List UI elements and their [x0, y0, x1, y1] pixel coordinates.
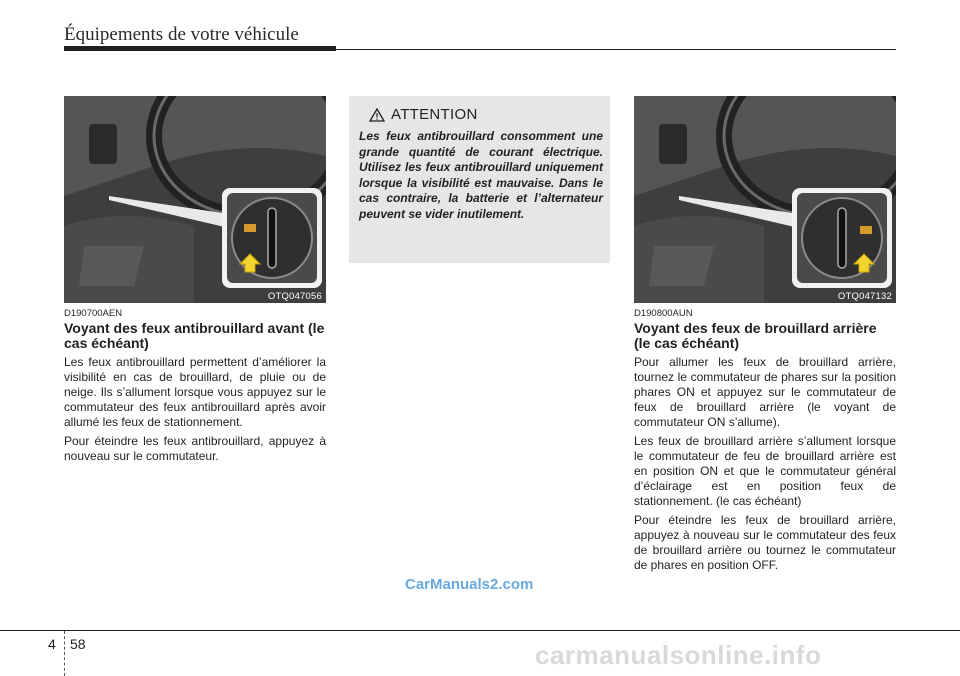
- paragraph: Pour éteindre les feux de brouillard arrière, appuyez à nouveau sur le commutateur des feux de brouillard arrière ou tournez le commutateur de phares en position OFF.: [634, 513, 896, 572]
- footer-divider: [64, 631, 65, 676]
- footer-rule: [0, 630, 960, 631]
- section-code: D190800AUN: [634, 308, 693, 319]
- section-code: D190700AEN: [64, 308, 123, 319]
- paragraph: Les feux antibrouillard permettent d’améliorer la visibilité en cas de brouillard, de pluie ou de neige. Ils s’allument lorsque vous appuyez sur le commutateur des feux antibrouillard après avoir allumé les feux de stationnement.: [64, 355, 326, 429]
- section-title: Voyant des feux de brouillard arrière (le cas échéant): [634, 320, 877, 351]
- photo-code: OTQ047132: [837, 291, 892, 302]
- page-number: 58: [70, 636, 86, 652]
- photo-code: OTQ047056: [267, 291, 322, 302]
- paragraph: Pour allumer les feux de brouillard arrière, tournez le commutateur de phares sur la position phares ON et appuyez sur le commutateur de feux de brouillard arrière (le voyant de commutateur ON s’allume).: [634, 355, 896, 429]
- front-fog-switch-photo: [64, 96, 326, 303]
- header-bar: [64, 46, 336, 51]
- rear-fog-section: [634, 308, 896, 577]
- attention-text: Les feux antibrouillard consomment une grande quantité de courant électrique. Utilisez les feux antibrouillard uniquement lorsque la visibilité est mauvaise. Dans le cas contraire, la batterie et l’alternateur peuvent se vider inutilement.: [359, 129, 603, 221]
- front-fog-section: [64, 308, 326, 468]
- site-watermark: carmanualsonline.info: [535, 640, 822, 670]
- header-rule: [336, 49, 896, 50]
- attention-heading: [369, 106, 478, 123]
- paragraph: Les feux de brouillard arrière s’allument lorsque le commutateur de feu de brouillard arrière est en position ON et que le commutateur général d’éclairage est en position feux de stationnement. (le cas échéant): [634, 434, 896, 508]
- rear-fog-switch-photo: [634, 96, 896, 303]
- paragraph: Pour éteindre les feux antibrouillard, appuyez à nouveau sur le commutateur.: [64, 434, 326, 463]
- attention-box: [349, 96, 610, 263]
- watermark-link[interactable]: CarManuals2.com: [405, 576, 534, 593]
- section-title: Voyant des feux antibrouillard avant (le cas échéant): [64, 320, 325, 351]
- page-header-title: Équipements de votre véhicule: [64, 24, 299, 45]
- attention-title: ATTENTION: [391, 106, 478, 123]
- warning-triangle-icon: [369, 108, 385, 122]
- chapter-number: 4: [48, 636, 56, 652]
